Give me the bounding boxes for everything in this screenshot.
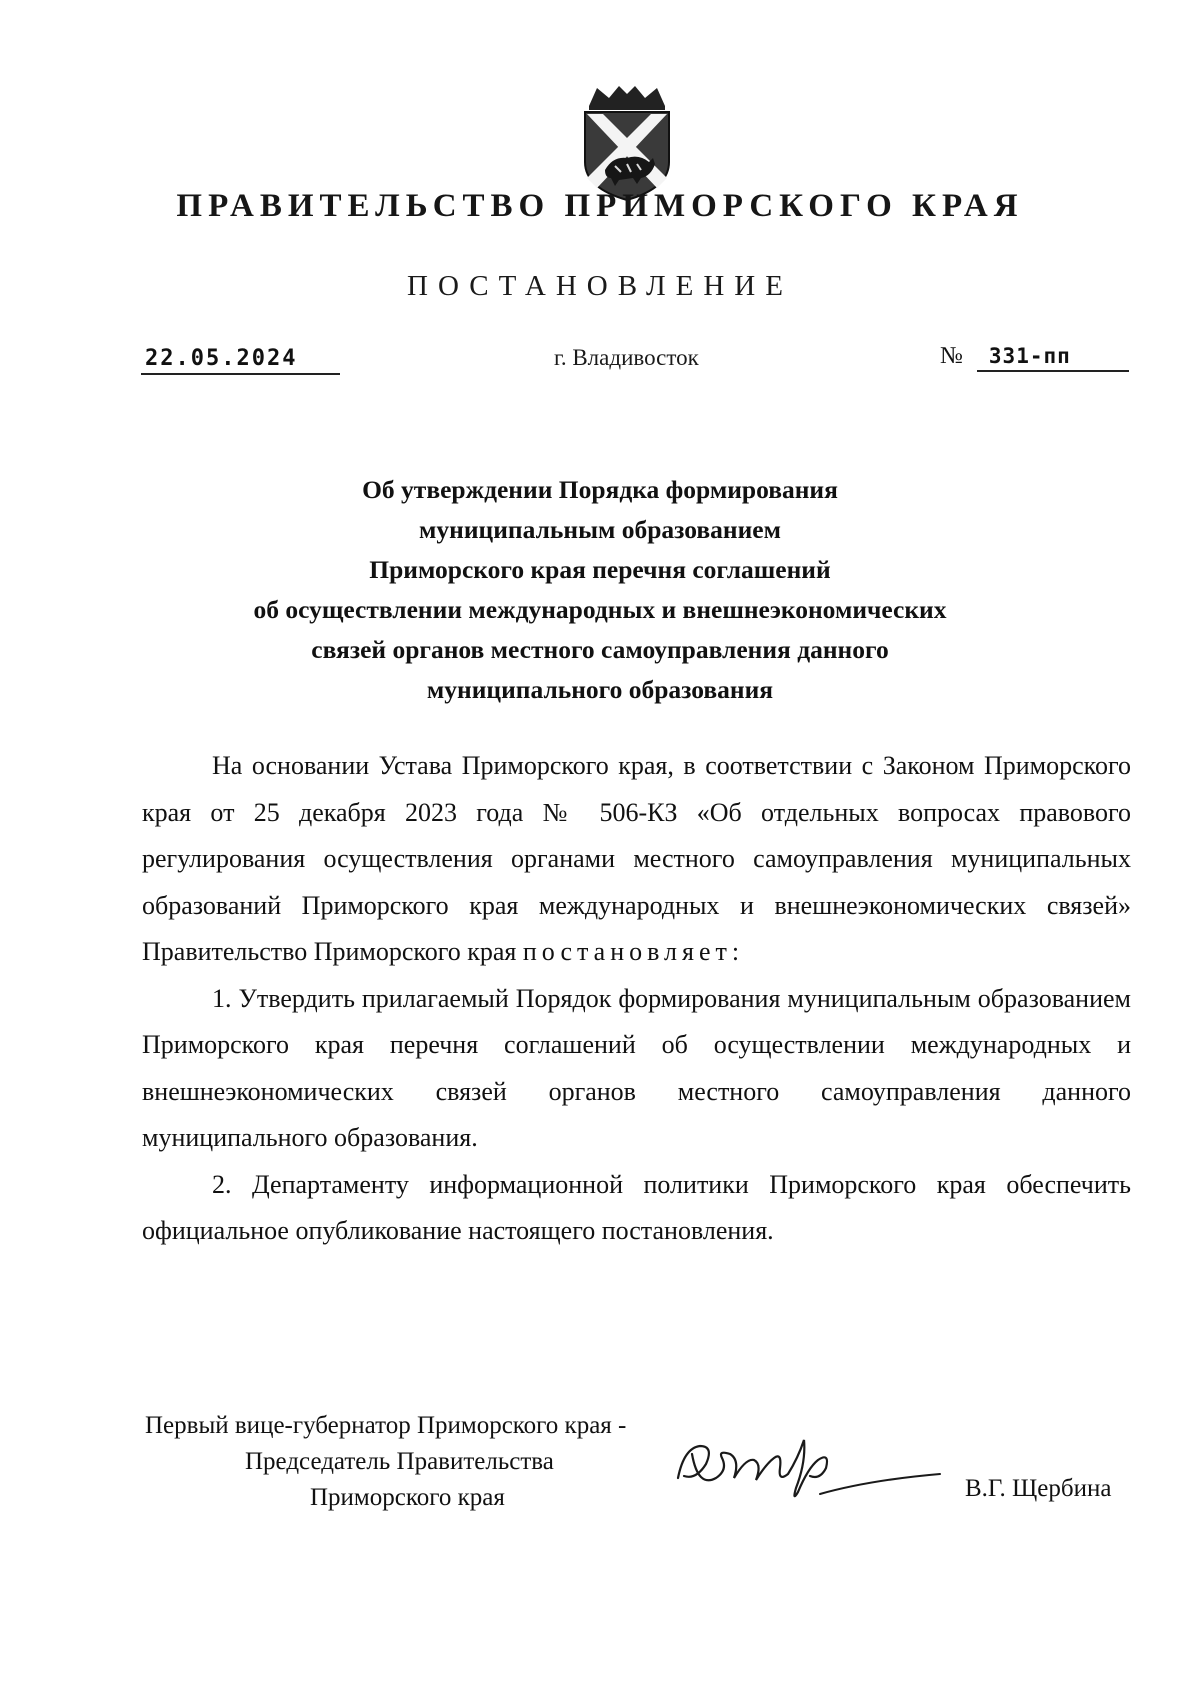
subject-line: Приморского края перечня соглашений (369, 555, 831, 584)
document-date: 22.05.2024 (141, 347, 340, 375)
signatory-position (145, 1408, 626, 1516)
position-line: Приморского края (310, 1484, 505, 1511)
document-city: г. Владивосток (554, 345, 699, 370)
number-sign: № (940, 343, 963, 369)
document-body (142, 743, 1131, 1255)
handwritten-signature (670, 1418, 950, 1508)
document-type: ПОСТАНОВЛЕНИЕ (407, 270, 793, 302)
preamble-text: На основании Устава Приморского края, в соответствии с Законом Приморского края от 25 декабря 2023 года № 506-КЗ «Об отдельных вопросах правового регулирования осуществления органами местного самоуправления муниципальных образований Приморского края международных и внешнеэкономических связей» Правительство Приморского края (142, 751, 1131, 966)
government-title: ПРАВИТЕЛЬСТВО ПРИМОРСКОГО КРАЯ (176, 188, 1024, 224)
subject-line: муниципальным образованием (419, 515, 781, 544)
document-number-block (940, 343, 1129, 372)
signer-name: В.Г. Щербина (965, 1475, 1112, 1502)
subject-line: связей органов местного самоуправления данного (311, 635, 889, 664)
item-paragraph: 1. Утвердить прилагаемый Порядок формирования муниципальным образованием Приморского края перечня соглашений об осуществлении международных и внешнеэкономических связей органов местного самоуправления данного муниципального образования. (142, 983, 1131, 1152)
preamble-paragraph (142, 743, 1131, 976)
coat-of-arms-icon (575, 84, 679, 202)
resolves-word: постановляет: (522, 937, 745, 966)
subject-line: муниципального образования (426, 675, 774, 704)
item-paragraph: 2. Департаменту информационной политики Приморского края обеспечить официальное опубликование настоящего постановления. (142, 1169, 1131, 1245)
subject-line: об осуществлении международных и внешнеэкономических (253, 595, 947, 624)
document-number: 331-пп (977, 344, 1129, 372)
subject-line: Об утверждении Порядка формирования (362, 475, 838, 504)
position-line: Председатель Правительства (245, 1448, 554, 1475)
position-line: Первый вице-губернатор Приморского края - (145, 1412, 627, 1439)
document-subject (200, 470, 1000, 710)
